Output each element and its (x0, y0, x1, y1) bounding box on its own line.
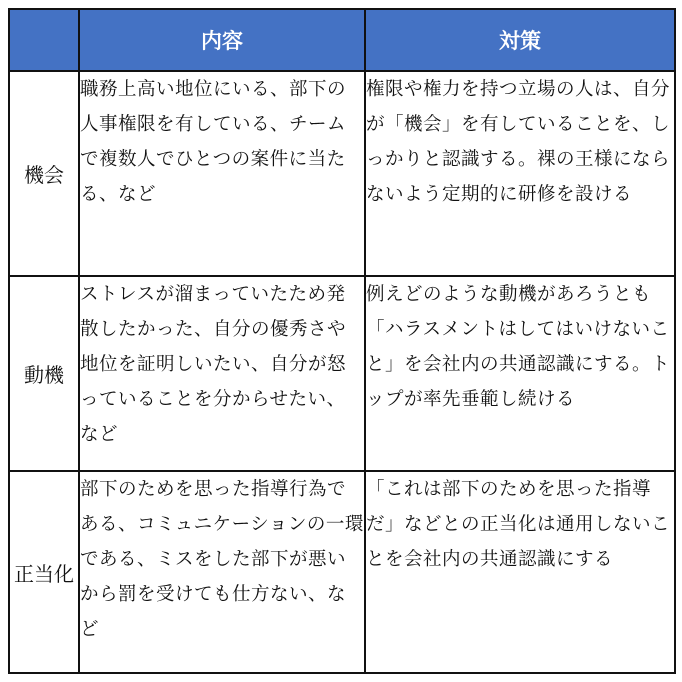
header-measures: 対策 (365, 9, 675, 71)
row-measures-justification: 「これは部下のためを思った指導だ」などとの正当化は通用しないことを会社内の共通認識にする (365, 471, 675, 673)
row-measures-motive: 例えどのような動機があろうとも「ハラスメントはしてはいけないこと」を会社内の共通認識にする。トップが率先垂範し続ける (365, 276, 675, 471)
row-label-justification: 正当化 (9, 471, 79, 673)
row-label-motive: 動機 (9, 276, 79, 471)
table-row (9, 276, 675, 471)
header-row (9, 9, 675, 71)
row-label-opportunity: 機会 (9, 71, 79, 276)
table-row (9, 471, 675, 673)
row-measures-opportunity: 権限や権力を持つ立場の人は、自分が「機会」を有していることを、しっかりと認識する。裸の王様にならないよう定期的に研修を設ける (365, 71, 675, 276)
header-content: 内容 (79, 9, 365, 71)
row-content-justification: 部下のためを思った指導行為である、コミュニケーションの一環である、ミスをした部下が悪いから罰を受けても仕方ない、など (79, 471, 365, 673)
harassment-factors-table (8, 8, 676, 674)
row-content-opportunity: 職務上高い地位にいる、部下の人事権限を有している、チームで複数人でひとつの案件に当たる、など (79, 71, 365, 276)
header-corner-cell (9, 9, 79, 71)
table-row (9, 71, 675, 276)
row-content-motive: ストレスが溜まっていたため発散したかった、自分の優秀さや地位を証明しいたい、自分が怒っていることを分からせたい、など (79, 276, 365, 471)
